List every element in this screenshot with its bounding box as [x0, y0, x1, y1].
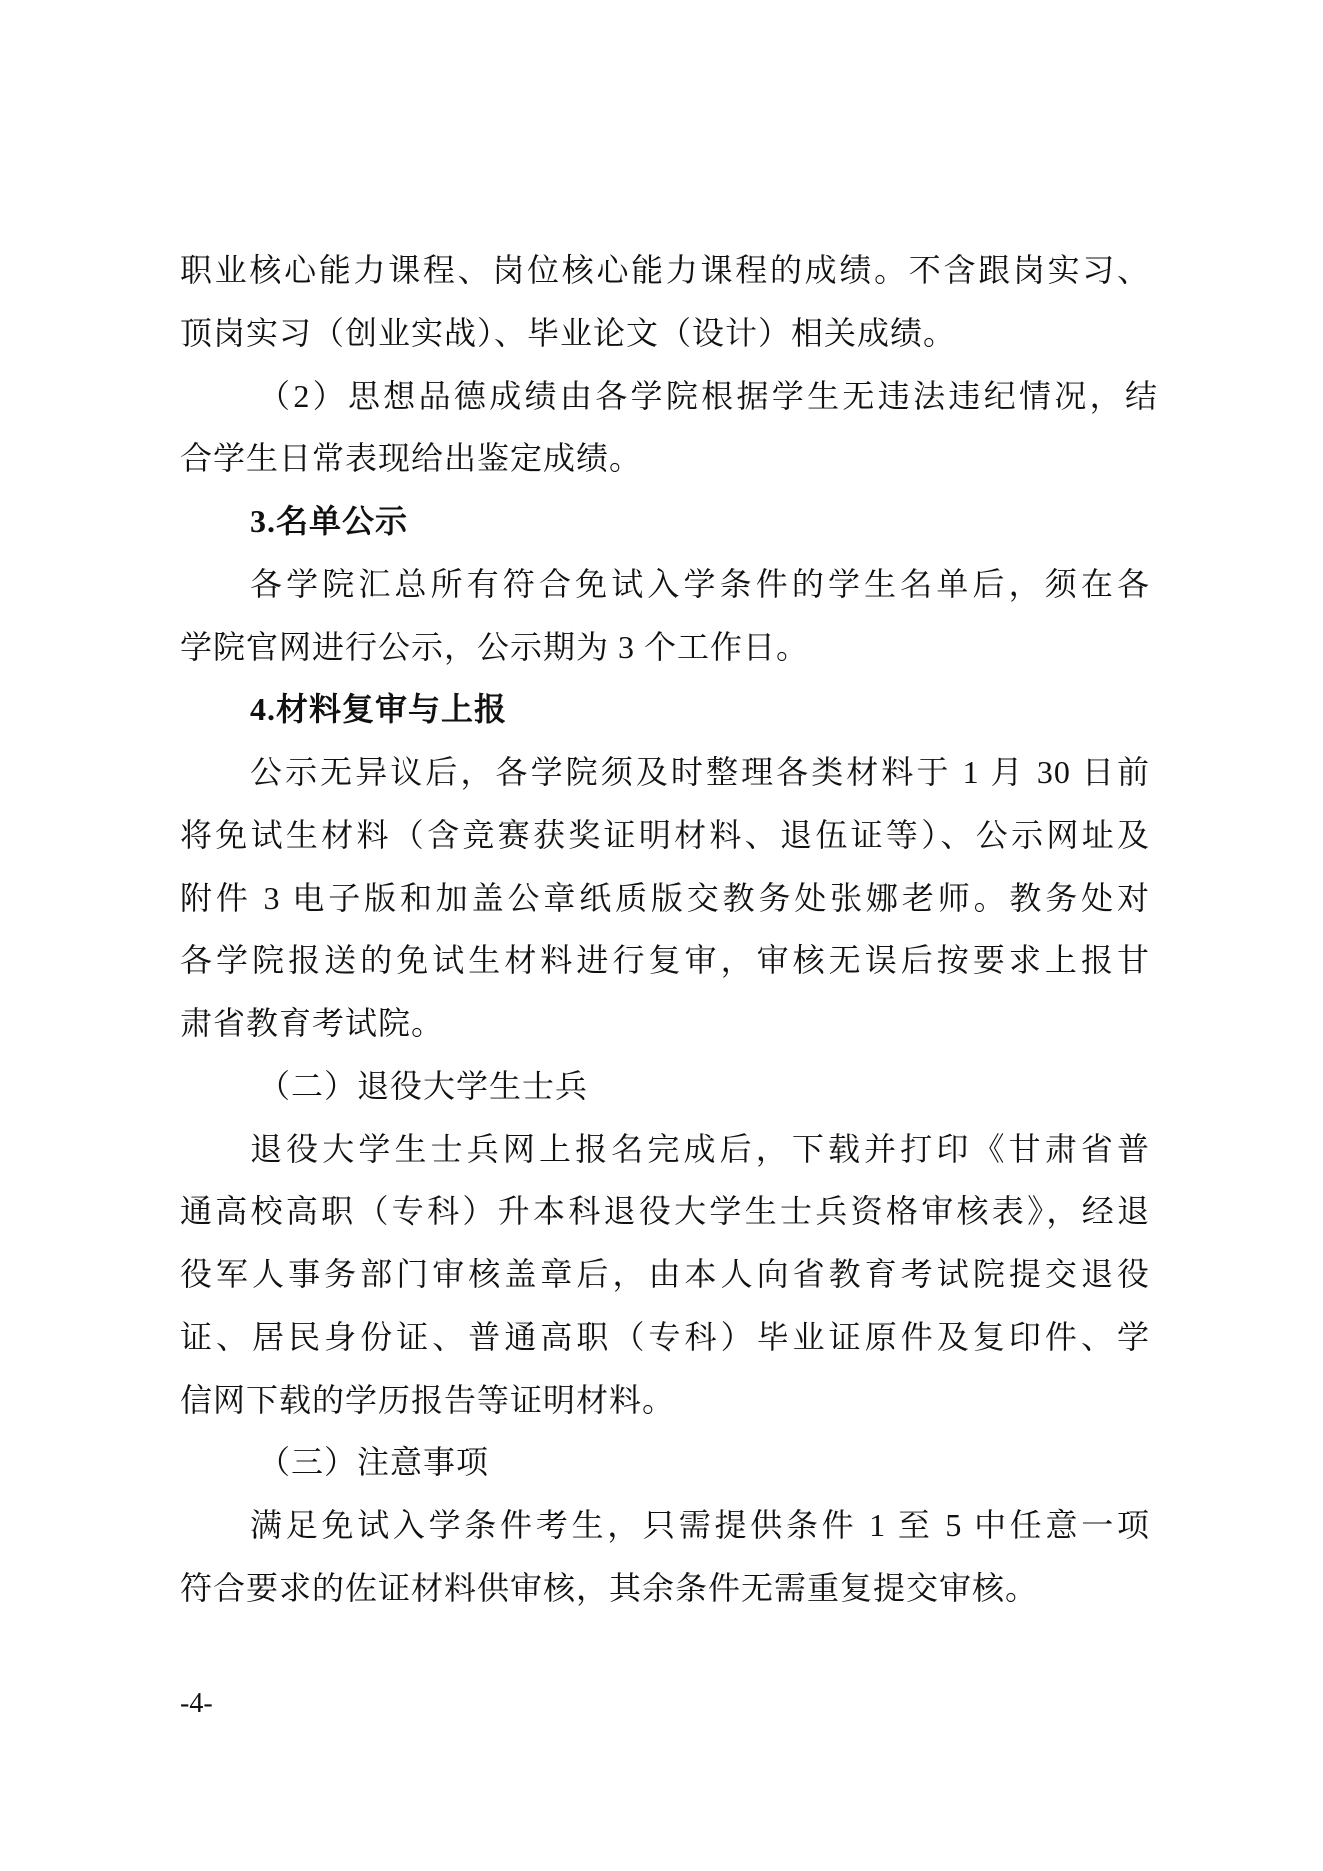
text-line: 附件 3 电子版和加盖公章纸质版交教务处张娜老师。教务处对 [180, 879, 1150, 916]
section-heading: （三）注意事项 [258, 1444, 490, 1481]
text-line: 退役大学生士兵网上报名完成后，下载并打印《甘肃省普 [250, 1130, 1150, 1167]
text-line: 信网下载的学历报告等证明材料。 [180, 1381, 676, 1418]
text-line: 将免试生材料（含竞赛获奖证明材料、退伍证等）、公示网址及 [180, 816, 1150, 853]
text-line: 职业核心能力课程、岗位核心能力课程的成绩。不含跟岗实习、 [180, 252, 1150, 288]
text-line: 满足免试入学条件考生，只需提供条件 1 至 5 中任意一项 [250, 1507, 1150, 1543]
text-line: 顶岗实习（创业实战）、毕业论文（设计）相关成绩。 [180, 314, 957, 351]
text-line: 肃省教育考试院。 [180, 1005, 445, 1041]
text-line: 公示无异议后，各学院须及时整理各类材料于 1 月 30 日前 [250, 754, 1150, 790]
page-number: -4- [180, 1688, 213, 1719]
text-line: 役军人事务部门审核盖章后，由本人向省教育考试院提交退役 [180, 1256, 1150, 1292]
section-heading: （二）退役大学生士兵 [258, 1067, 589, 1104]
text-line: 各学院报送的免试生材料进行复审，审核无误后按要求上报甘 [180, 942, 1150, 979]
section-heading: 3.名单公示 [250, 503, 409, 539]
text-line: 学院官网进行公示，公示期为 3 个工作日。 [180, 628, 810, 665]
section-heading: 4.材料复审与上报 [250, 691, 508, 728]
text-line: 通高校高职（专科）升本科退役大学生士兵资格审核表》，经退 [180, 1193, 1150, 1230]
text-line: 各学院汇总所有符合免试入学条件的学生名单后，须在各 [250, 565, 1150, 602]
text-line: 证、居民身份证、普通高职（专科）毕业证原件及复印件、学 [180, 1318, 1150, 1355]
text-line: 合学生日常表现给出鉴定成绩。 [180, 440, 643, 477]
text-line: （2）思想品德成绩由各学院根据学生无违法违纪情况，结 [258, 377, 1158, 414]
text-line: 符合要求的佐证材料供审核，其余条件无需重复提交审核。 [180, 1569, 1039, 1606]
